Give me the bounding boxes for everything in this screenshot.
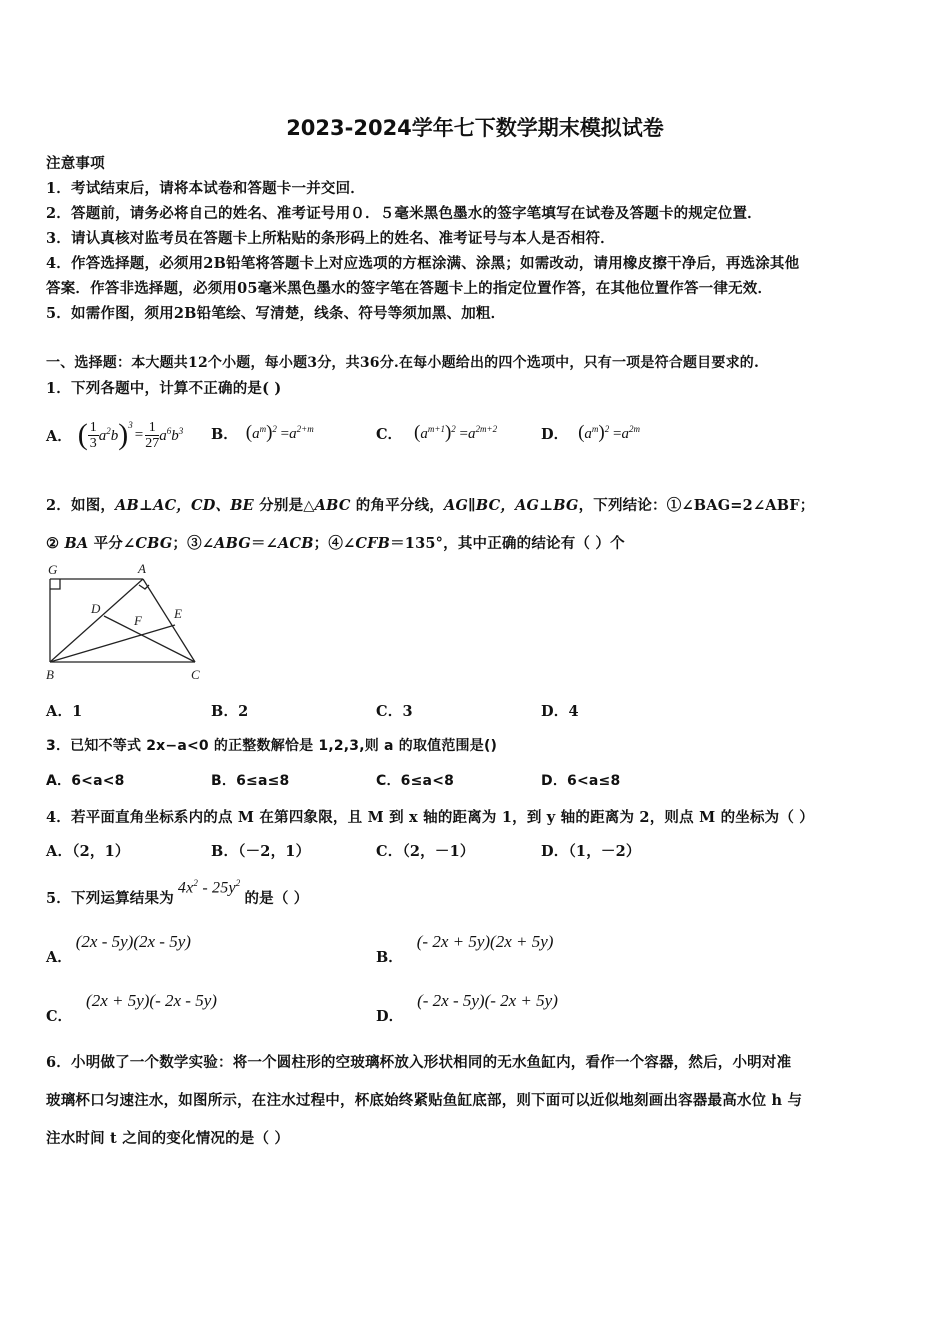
q5-option-a (46, 932, 191, 967)
option-label: C． (46, 1008, 73, 1025)
q4-option-b: B．（－2，1） (211, 843, 311, 860)
notice-item: 3．请认真核对监考员在答题卡上所粘贴的条形码上的姓名、准考证号与本人是否相符． (46, 230, 615, 247)
label-G: G (48, 562, 58, 577)
question-2-line2: ② BA 平分∠CBG；③∠ABG＝∠ACB；④∠CFB＝135°，其中正确的结论有（ ）个 (46, 535, 625, 552)
question-5-stem: 5．下列运算结果为 $4x^2 - 25y^2$ 的是（ ） (46, 878, 309, 907)
section-heading: 一、选择题：本大题共12个小题，每小题3分，共36分.在每小题给出的四个选项中，只有一项是符合题目要求的. (46, 355, 760, 371)
label-D: D (91, 601, 101, 616)
option-label: C． (376, 425, 403, 443)
question-6-line: 6．小明做了一个数学实验：将一个圆柱形的空玻璃杯放入形状相同的无水鱼缸内，看作一个容器，然后，小明对准 (46, 1054, 792, 1071)
notice-item: 1．考试结束后，请将本试卷和答题卡一并交回． (46, 180, 365, 197)
notice-item: 5．如需作图，须用2B铅笔绘、写清楚，线条、符号等须加黑、加粗． (46, 305, 506, 322)
q5-target-expression: $4x^2 - 25y^2$ (177, 878, 241, 897)
q1-option-d (541, 422, 640, 444)
question-4-stem: 4．若平面直角坐标系内的点 M 在第四象限，且 M 到 x 轴的距离为 1，到 y 轴的距离为 2，则点 M 的坐标为（ ） (46, 809, 815, 826)
q5-a-expression: (2x - 5y)(2x - 5y) (75, 932, 191, 951)
q5-c-expression: (2x + 5y)(- 2x - 5y) (86, 991, 217, 1010)
question-6-line: 注水时间 t 之间的变化情况的是（ ） (46, 1130, 290, 1147)
q5-d-expression: (- 2x - 5y)(- 2x + 5y) (417, 991, 558, 1010)
q3-option-c: C．6≤a<8 (376, 773, 455, 789)
label-E: E (174, 606, 182, 621)
segment-BE (50, 625, 175, 662)
label-C: C (191, 667, 200, 682)
option-label: B． (211, 425, 238, 443)
question-2-line1: 2．如图，AB⊥AC，CD、BE 分别是△ABC 的角平分线，AG∥BC，AG⊥BG，下列结论：①∠BAG=2∠ABF； (46, 497, 815, 514)
notice-item: 4．作答选择题，必须用2B铅笔将答题卡上对应选项的方框涂满、涂黑；如需改动，请用橡皮擦干净后，再选涂其他 (46, 255, 800, 272)
option-label: D． (376, 1008, 404, 1025)
notice-item: 答案．作答非选择题，必须用05毫米黑色墨水的签字笔在答题卡上的指定位置作答，在其他位置作答一律无效． (46, 280, 773, 297)
q3-option-b: B．6≤a≤8 (211, 773, 290, 789)
q1-option-b (211, 422, 314, 444)
q2-option-c: C．3 (376, 703, 413, 720)
label-F: F (134, 613, 142, 628)
q1-c-expression: $(a^{m+1})^2 =a^{2m+2}$ (414, 422, 498, 443)
notice-item: 2．答题前，请务必将自己的姓名、准考证号用０．５毫米黑色墨水的签字笔填写在试卷及答题卡的规定位置． (46, 205, 762, 222)
q3-option-d: D．6<a≤8 (541, 773, 621, 789)
label-A: A (138, 561, 146, 576)
q5-option-c (46, 991, 217, 1026)
q1-option-a (46, 412, 183, 458)
geometry-figure (40, 558, 220, 684)
question-1-stem: 1．下列各题中，计算不正确的是( ) (46, 380, 282, 397)
right-angle-mark-G (50, 579, 60, 589)
option-label: A． (46, 427, 72, 445)
q2-option-a: A．1 (46, 703, 83, 720)
page-title: 2023-2024学年七下数学期末模拟试卷 (286, 116, 664, 140)
q4-option-c: C．（2，－1） (376, 843, 475, 860)
q4-option-d: D．（1，－2） (541, 843, 641, 860)
notice-heading: 注意事项 (46, 155, 105, 172)
option-label: A． (46, 949, 72, 966)
q1-option-c (376, 422, 497, 444)
segment-AB (50, 579, 143, 662)
question-6-line: 玻璃杯口匀速注水，如图所示，在注水过程中，杯底始终紧贴鱼缸底部，则下面可以近似地刻画出容器最高水位 h 与 (46, 1092, 803, 1109)
q1-b-expression: $(a^m)^2 =a^{2+m}$ (245, 422, 314, 443)
right-angle-mark-A (139, 585, 149, 589)
q4-option-a: A．（2，1） (46, 843, 130, 860)
q5-option-b (376, 932, 553, 967)
label-B: B (46, 667, 54, 682)
q2-option-d: D．4 (541, 703, 579, 720)
q1-d-expression: $(a^m)^2 =a^{2m}$ (578, 422, 640, 443)
q5-b-expression: (- 2x + 5y)(2x + 5y) (416, 932, 554, 951)
q3-option-a: A．6<a<8 (46, 773, 125, 789)
question-3-stem: 3．已知不等式 2x−a<0 的正整数解恰是 1,2,3,则 a 的取值范围是() (46, 738, 498, 754)
q5-option-d (376, 991, 558, 1026)
option-label: B． (376, 949, 403, 966)
option-label: D． (541, 425, 569, 443)
q2-option-b: B．2 (211, 703, 249, 720)
q1-a-expression: ( $\frac{1}{3}$ $a^2b$ ) $^3$ = $\frac{1}{27}$ $a^6b^3$ (77, 418, 184, 451)
